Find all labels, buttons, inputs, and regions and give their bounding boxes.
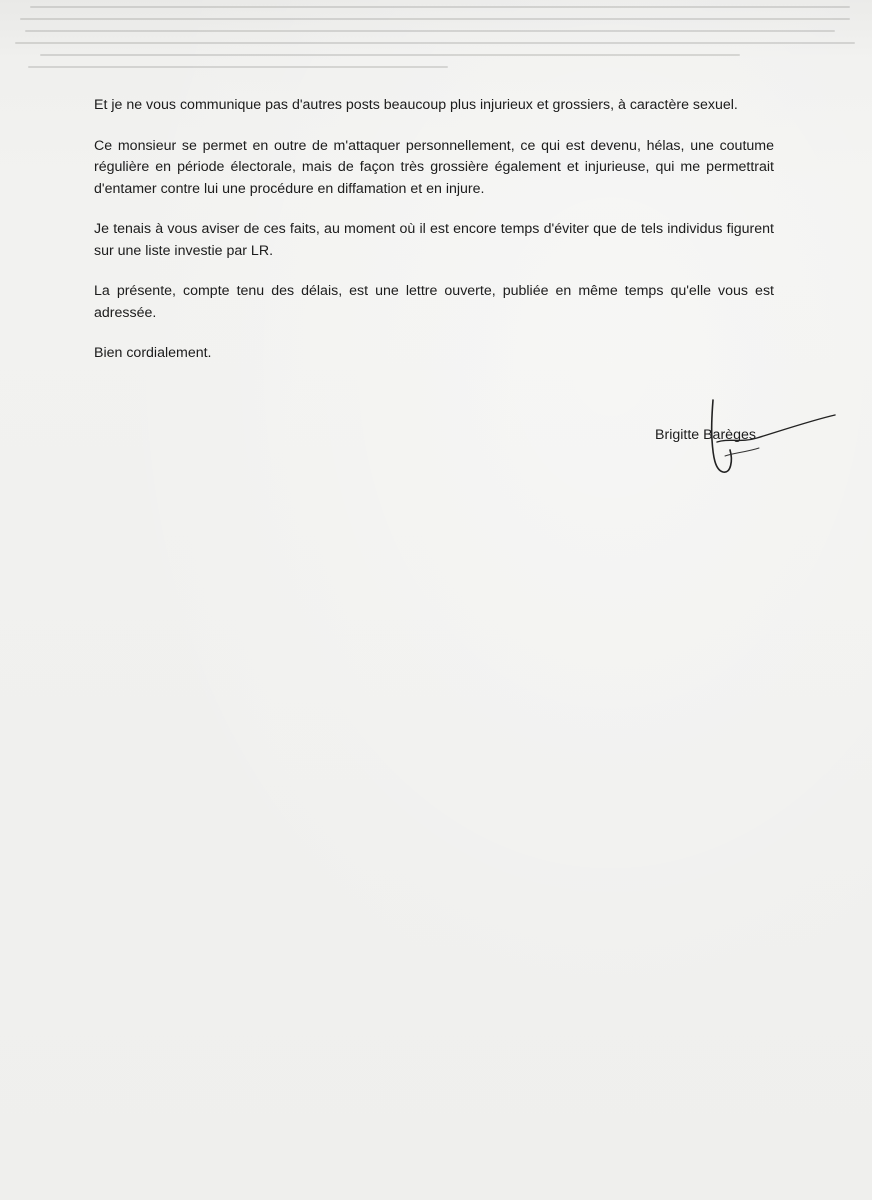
signature-block — [655, 398, 855, 478]
show-through-text — [0, 0, 872, 80]
paragraph-personal-attack: Ce monsieur se permet en outre de m'attaquer personnellement, ce qui est devenu, hélas, une coutume régulière en période électorale, mais de façon très grossière également et injurieuse, qui me permettrait d'entamer contre lui une procédure en diffamation et en injure. — [94, 137, 774, 197]
handwritten-signature — [695, 398, 845, 478]
signer-name: Brigitte Barèges — [655, 427, 756, 443]
closing-salutation: Bien cordialement. — [94, 345, 212, 361]
paragraph-notification: Je tenais à vous aviser de ces faits, au moment où il est encore temps d'éviter que de tels individus figurent sur une liste investie par LR. — [94, 221, 774, 259]
paragraph-other-posts: Et je ne vous communique pas d'autres posts beaucoup plus injurieux et grossiers, à caractère sexuel. — [94, 97, 738, 113]
letter-body — [94, 95, 774, 365]
paragraph-open-letter: La présente, compte tenu des délais, est une lettre ouverte, publiée en même temps qu'elle vous est adressée. — [94, 283, 774, 321]
